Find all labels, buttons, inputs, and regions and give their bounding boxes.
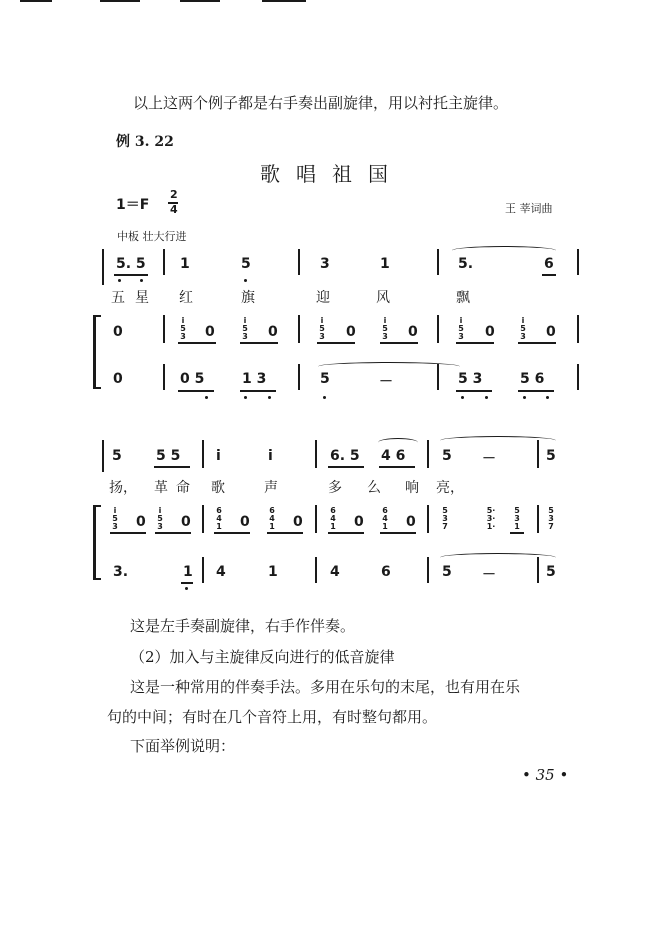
s1-note: 5. 5: [116, 256, 146, 272]
s2-note: 6. 5: [330, 448, 360, 464]
s2-lyric: 扬，: [109, 480, 137, 496]
s1-lh-dash: －: [379, 374, 393, 390]
page-number: • 35 •: [522, 766, 569, 784]
s1-lyric: 红: [179, 290, 193, 306]
time-sig-top: 2: [170, 188, 178, 201]
s2-lh-note: 4: [330, 564, 340, 580]
s1-low-dot: [323, 396, 326, 399]
s1-low-dot: [244, 396, 247, 399]
s1-lh-note: 5 6: [520, 371, 545, 387]
s2-beam: [181, 582, 193, 584]
s2-chord-stack: 5 3 7: [548, 506, 554, 531]
s2-lyric: 响: [405, 480, 419, 496]
s2-beam: [379, 466, 415, 468]
s2-note: 5: [112, 448, 122, 464]
s2-barline: [202, 557, 204, 583]
s2-lh-note: 5: [546, 564, 556, 580]
s1-barline: [298, 249, 300, 275]
s2-beam: [328, 466, 364, 468]
s1-barline: [437, 249, 439, 275]
s1-tie: [318, 362, 460, 371]
s1-chord-stack: i 5 3: [180, 316, 186, 341]
s2-barline: [102, 440, 104, 472]
s2-beam: [380, 532, 416, 534]
s1-beam: [456, 342, 494, 344]
s1-barline: [577, 249, 579, 275]
top-rule-2: [100, 0, 140, 2]
s2-barline: [537, 505, 539, 533]
s1-beam: [518, 342, 556, 344]
s1-low-dot: [523, 396, 526, 399]
s2-note: 5: [546, 448, 556, 464]
s1-low-dot: [268, 396, 271, 399]
s1-lh-note: 5 3: [458, 371, 483, 387]
s2-barline: [315, 557, 317, 583]
s2-beam: [267, 532, 303, 534]
s1-lh-note: 0 5: [180, 371, 205, 387]
s1-note: 3: [320, 256, 330, 272]
time-sig-bottom: 4: [170, 203, 178, 216]
s2-note: 5 5: [156, 448, 181, 464]
s1-note: 6: [544, 256, 554, 272]
key-signature: 1＝F: [116, 197, 150, 213]
s1-beam: [518, 390, 554, 392]
s1-beam: [542, 274, 556, 276]
s2-chord-stack: 6 4 1: [382, 506, 388, 531]
s1-piano-brace: [93, 315, 96, 389]
after-example-text: 这是左手奏副旋律，右手作伴奏。: [130, 617, 356, 635]
s2-beam: [154, 466, 190, 468]
s1-lyric: 旗: [241, 290, 255, 306]
top-rule-4: [262, 0, 306, 2]
s2-chord-stack: 6 4 1: [269, 506, 275, 531]
s2-lh-note: 6: [381, 564, 391, 580]
s2-lyric: 声: [264, 480, 278, 496]
s1-beam: [178, 390, 214, 392]
s1-beam: [456, 390, 492, 392]
s1-note: 1: [380, 256, 390, 272]
s1-note: 5.: [458, 256, 474, 272]
example-label: 例 3. 22: [116, 134, 174, 150]
tempo-marking: 中板 壮大行进: [117, 230, 187, 243]
s2-lh-note: 3.: [113, 564, 129, 580]
s1-barline: [163, 315, 165, 343]
s2-lyric: 歌: [211, 480, 225, 496]
s1-piano-brace-top: [93, 315, 101, 317]
s1-beam: [240, 390, 276, 392]
s1-barline: [102, 249, 104, 285]
s1-rh-rest: 0: [113, 324, 123, 340]
s2-rh-rest: 0: [354, 514, 364, 530]
s1-barline: [437, 364, 439, 390]
s1-low-dot: [244, 279, 247, 282]
s1-rh-rest: 0: [346, 324, 356, 340]
s2-barline: [427, 557, 429, 583]
s1-chord-stack: i 5 3: [242, 316, 248, 341]
s1-barline: [577, 315, 579, 343]
s2-note: i: [268, 448, 273, 464]
s1-beam: [178, 342, 216, 344]
s2-lh-note: 1: [268, 564, 278, 580]
s2-slur: [378, 438, 418, 447]
body-text-line-1: 这是一种常用的伴奏手法。多用在乐句的末尾，也有用在乐: [130, 678, 521, 696]
s2-rh-rest: 0: [181, 514, 191, 530]
s2-barline: [202, 440, 204, 468]
s2-rh-rest: 0: [240, 514, 250, 530]
s2-beam: [214, 532, 250, 534]
s1-low-dot: [461, 396, 464, 399]
body-text-line-2: 句的中间；有时在几个音符上用，有时整句都用。: [107, 708, 438, 726]
s1-chord-stack: i 5 3: [382, 316, 388, 341]
s1-beam: [380, 342, 418, 344]
s2-chord-stack: 5 3 7: [442, 506, 448, 531]
s1-lyric: 风: [376, 290, 390, 306]
s2-piano-brace-bottom: [93, 578, 101, 580]
s2-beam: [510, 532, 524, 534]
s2-barline: [537, 440, 539, 468]
s1-barline: [437, 315, 439, 343]
s2-chord-stack: 5· 3· 1·: [486, 506, 496, 531]
s1-rh-rest: 0: [268, 324, 278, 340]
top-rule-3: [180, 0, 220, 2]
composer: 王 莘词曲: [505, 202, 553, 215]
s2-chord-stack: i 5 3: [157, 506, 163, 531]
s1-tie: [452, 246, 556, 255]
s2-rh-rest: 0: [136, 514, 146, 530]
s2-chord-stack: i 5 3: [112, 506, 118, 531]
top-rule-1: [20, 0, 52, 2]
s1-beam: [317, 342, 355, 344]
s1-beam: [240, 342, 278, 344]
s1-lyric: 迎: [316, 290, 330, 306]
s1-low-dot: [485, 396, 488, 399]
s2-lh-note: 1: [183, 564, 193, 580]
s2-note: i: [216, 448, 221, 464]
section-heading: （2）加入与主旋律反向进行的低音旋律: [130, 648, 395, 666]
s2-lh-note: 4: [216, 564, 226, 580]
s1-barline: [163, 364, 165, 390]
body-text-3: 下面举例说明：: [130, 737, 236, 755]
s2-rh-rest: 0: [406, 514, 416, 530]
s2-barline: [315, 440, 317, 468]
s2-low-dot: [185, 587, 188, 590]
s2-barline: [427, 505, 429, 533]
s1-lyric: 星: [135, 290, 149, 306]
s1-note: 1: [180, 256, 190, 272]
s2-barline: [202, 505, 204, 533]
s2-dash: －: [482, 451, 496, 467]
s2-note: 5: [442, 448, 452, 464]
s1-barline: [163, 249, 165, 275]
s2-note: 4 6: [381, 448, 406, 464]
s1-chord-stack: i 5 3: [319, 316, 325, 341]
s1-lyric: 飘: [456, 290, 470, 306]
s2-tie: [440, 436, 556, 445]
s1-low-dot: [118, 279, 121, 282]
s1-barline: [577, 364, 579, 390]
s2-chord-stack: 6 4 1: [216, 506, 222, 531]
s1-rh-rest: 0: [408, 324, 418, 340]
s1-barline: [298, 364, 300, 390]
s1-low-dot: [140, 279, 143, 282]
s2-beam: [155, 532, 191, 534]
s2-lyric: 革: [154, 480, 168, 496]
s1-low-dot: [205, 396, 208, 399]
song-title: 歌唱祖国: [260, 162, 404, 186]
s2-chord-stack: 5 3 1: [514, 506, 520, 531]
s1-rh-rest: 0: [485, 324, 495, 340]
s1-barline: [298, 315, 300, 343]
s1-piano-brace-bottom: [93, 387, 101, 389]
s1-lh-rest: 0: [113, 371, 123, 387]
s2-beam: [328, 532, 364, 534]
s2-tie: [440, 553, 556, 562]
s1-lyric: 五: [111, 290, 125, 306]
s1-lh-note: 1 3: [242, 371, 267, 387]
intro-paragraph: 以上这两个例子都是右手奏出副旋律，用以衬托主旋律。: [133, 94, 509, 112]
s1-rh-rest: 0: [205, 324, 215, 340]
s2-lyric: 多: [328, 480, 342, 496]
s1-note: 5: [241, 256, 251, 272]
s2-barline: [427, 440, 429, 468]
s1-chord-stack: i 5 3: [520, 316, 526, 341]
s2-piano-brace-top: [93, 505, 101, 507]
s2-lyric: 命: [176, 480, 190, 496]
s2-lyric: 亮，: [436, 480, 464, 496]
s1-rh-rest: 0: [546, 324, 556, 340]
s2-piano-brace: [93, 505, 96, 580]
s2-beam: [110, 532, 146, 534]
s1-low-dot: [546, 396, 549, 399]
s2-lh-note: 5: [442, 564, 452, 580]
s2-barline: [537, 557, 539, 583]
s2-lh-dash: －: [482, 567, 496, 583]
s1-beam: [114, 274, 148, 276]
s1-chord-stack: i 5 3: [458, 316, 464, 341]
s1-lh-note: 5: [320, 371, 330, 387]
s2-chord-stack: 6 4 1: [330, 506, 336, 531]
s2-rh-rest: 0: [293, 514, 303, 530]
s2-barline: [315, 505, 317, 533]
s2-lyric: 么: [367, 480, 381, 496]
